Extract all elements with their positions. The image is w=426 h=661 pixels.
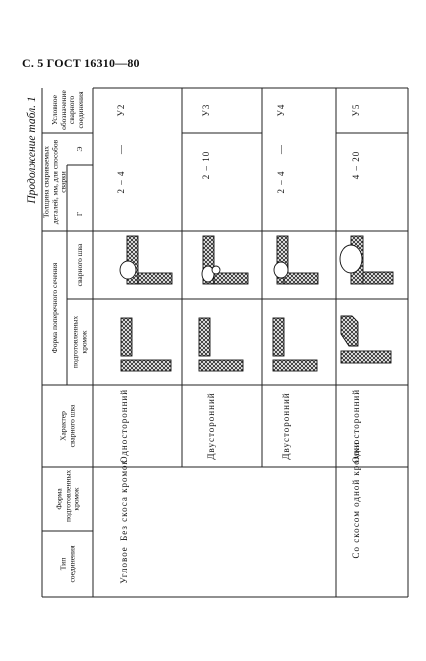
header-weld-character: Характер сварного шва [58,404,76,448]
row3-designation: У4 [276,103,286,117]
row4-prepared-edges-drawing [341,316,391,363]
page-header: С. 5 ГОСТ 16310—80 [22,56,140,70]
header-joint-type: Тип соединения [58,545,76,583]
row4-weld-seam-drawing [340,236,393,284]
header-weld-seam: сварного шва [74,243,84,287]
row4-designation: У5 [351,103,361,117]
table-caption: Продолжение табл. 1 [26,96,38,204]
row2-prepared-edges-drawing [199,318,243,371]
row2-thickness: 2 – 10 [201,150,211,180]
row1-weld-seam-drawing [120,236,172,284]
header-designation: Условное обозначение сварного соединения [50,90,85,130]
row3-weld-character: Двусторонний [281,392,291,460]
row2-weld-seam-drawing [202,236,248,284]
row1-thickness-g: 2 – 4 [116,170,126,194]
header-thickness: Толщина свариваемых деталей, мм, для способов сварки [41,139,68,225]
row4-thickness: 4 – 20 [351,150,361,180]
row2-designation: У3 [201,103,211,117]
row1-thickness-e: — [116,144,126,154]
row1-designation: У2 [116,103,126,117]
row3-thickness-e: — [276,144,286,154]
row1-edge-shape: Без скоса кромок [119,459,129,541]
row4-edge-shape: Со скосом одной кромки [351,441,361,559]
header-edge-shape: Форма подготовленных кромок [54,469,81,522]
header-method-e: Э [74,146,84,152]
row3-prepared-edges-drawing [273,318,317,371]
header-cross-section: Форма поперечного сечения [49,262,59,354]
row2-weld-character: Двусторонний [206,392,216,460]
row1-prepared-edges-drawing [121,318,171,371]
row1-joint-type: Угловое [119,546,129,584]
header-method-g: Г [74,211,84,217]
row4-weld-character: Односторонний [351,388,361,464]
row3-thickness-g: 2 – 4 [276,170,286,194]
header-prepared-edges: подготовленных кромок [70,315,88,369]
row3-weld-seam-drawing [274,236,318,284]
row1-weld-character: Односторонний [119,388,129,464]
